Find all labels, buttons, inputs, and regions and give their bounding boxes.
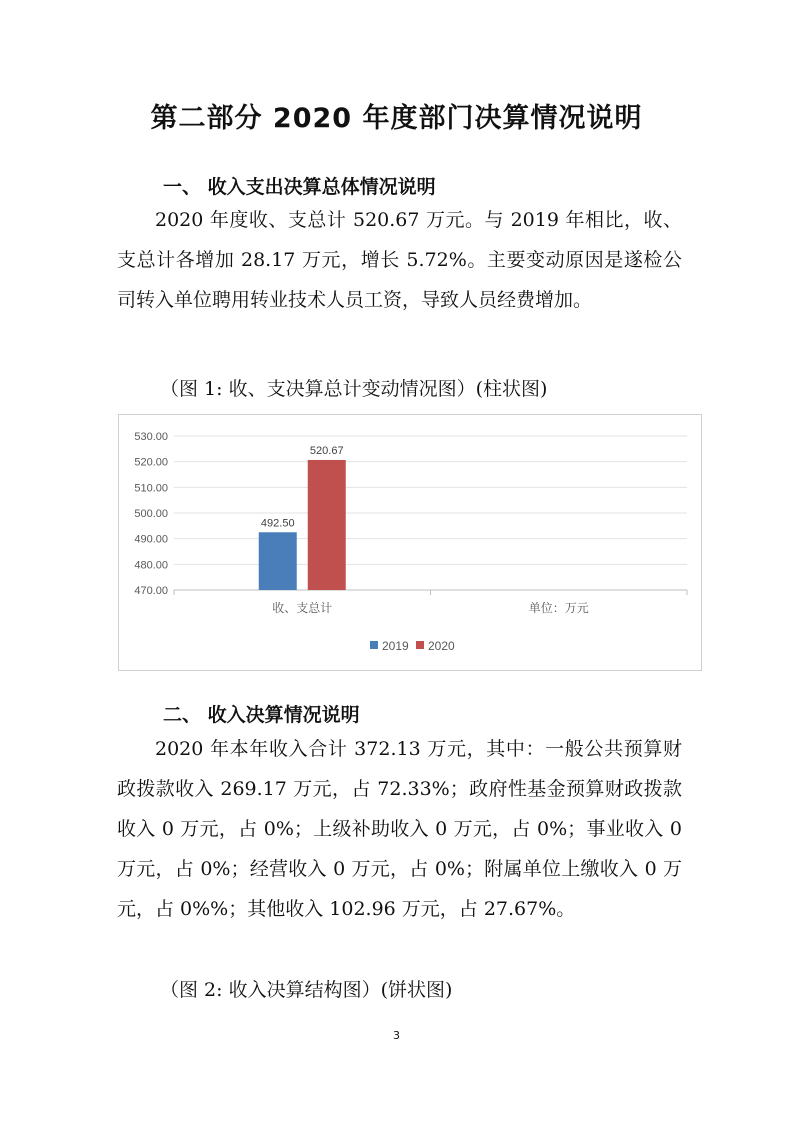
legend-swatch-2020 xyxy=(416,641,424,649)
x-category-label: 收、支总计 xyxy=(272,601,333,615)
bar-2020 xyxy=(308,460,346,590)
bar-2019 xyxy=(259,532,297,590)
y-tick-label: 470.00 xyxy=(134,585,168,597)
figure2-caption: （图 2: 收入决算结构图）(饼状图) xyxy=(160,979,453,1001)
data-label-2020: 520.67 xyxy=(309,444,344,457)
bar-chart-svg xyxy=(119,415,701,670)
x-category-label: 单位：万元 xyxy=(528,601,589,615)
legend-swatch-2019 xyxy=(370,641,378,649)
y-tick-label: 520.00 xyxy=(134,456,168,469)
page-number: 3 xyxy=(393,1029,400,1042)
y-tick-label: 480.00 xyxy=(134,559,168,572)
data-label-2019: 492.50 xyxy=(260,517,295,530)
figure1-caption: （图 1: 收、支决算总计变动情况图）(柱状图) xyxy=(160,378,548,400)
section1-paragraph: 2020 年度收、支总计 520.67 万元。与 2019 年相比，收、支总计各增加 28.17 万元，增长 5.72%。主要变动原因是遂检公司转入单位聘用转业技术人员工资，导致人员经费增加。 xyxy=(117,209,682,311)
section2-heading: 二、 收入决算情况说明 xyxy=(163,704,360,726)
y-tick-label: 500.00 xyxy=(134,508,168,520)
section2-paragraph: 2020 年本年收入合计 372.13 万元，其中：一般公共预算财政拨款收入 269.17 万元，占 72.33%；政府性基金预算财政拨款收入 0 万元，占 0%；上级补助收入 0 万元，占 0%；事业收入 0 万元，占 0%；经营收入 0 万元，占 0%；附属单位上缴收入 0 万元，占 0%%；其他收入 102.96 万元，占 27.67%。 xyxy=(117,738,682,920)
y-tick-label: 490.00 xyxy=(134,533,168,546)
legend-label-2020: 2020 xyxy=(428,639,455,653)
section1-heading: 一、 收入支出决算总体情况说明 xyxy=(163,176,436,198)
legend-label-2019: 2019 xyxy=(382,639,409,653)
page-title: 第二部分 2020 年度部门决算情况说明 xyxy=(150,103,643,134)
y-tick-label: 510.00 xyxy=(134,482,168,495)
y-tick-label: 530.00 xyxy=(134,431,168,443)
bar-chart xyxy=(118,414,702,671)
